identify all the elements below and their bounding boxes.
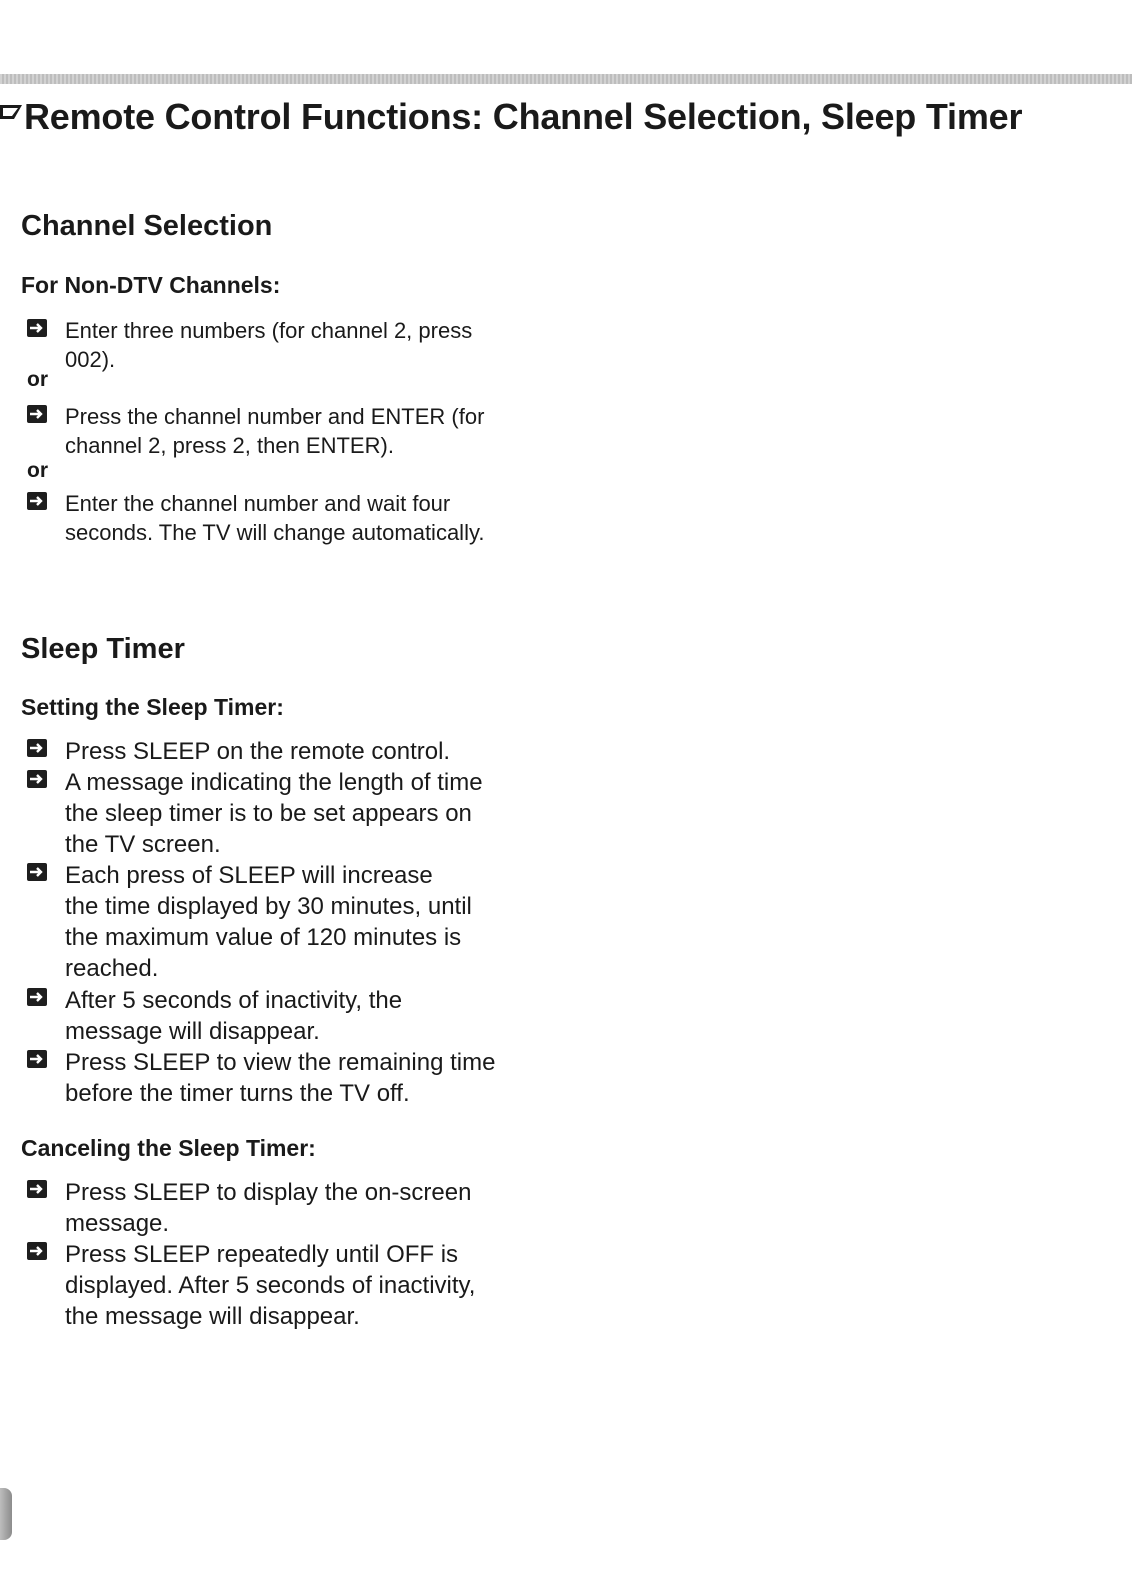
sleep-set-step-3 <box>27 860 547 984</box>
sleep-set-step-4-text: After 5 seconds of inactivity, the message will disappear. <box>65 987 403 1045</box>
sleep-set-step-5 <box>27 1047 547 1109</box>
arrow-bullet-icon <box>27 863 47 881</box>
canceling-sleep-timer-subheading: Canceling the Sleep Timer: <box>21 1135 316 1161</box>
channel-step-3-text: Enter the channel number and wait four seconds. The TV will change automatically. <box>65 491 485 545</box>
or-label-2: or <box>27 459 48 482</box>
arrow-bullet-icon <box>27 405 47 423</box>
sleep-set-step-1 <box>27 736 547 767</box>
sleep-cancel-step-1 <box>27 1177 547 1239</box>
page-header <box>0 94 1022 140</box>
sleep-timer-heading: Sleep Timer <box>21 633 185 665</box>
channel-step-1-text: Enter three numbers (for channel 2, press 002). <box>65 318 473 372</box>
non-dtv-subheading: For Non-DTV Channels: <box>21 272 281 298</box>
channel-selection-heading: Channel Selection <box>21 210 273 242</box>
sleep-cancel-step-2 <box>27 1239 547 1332</box>
sleep-set-step-2 <box>27 767 547 860</box>
arrow-bullet-icon <box>27 319 47 337</box>
title-flag-icon <box>0 97 22 137</box>
page-title: Remote Control Functions: Channel Selection, Sleep Timer <box>24 96 1023 137</box>
sleep-set-step-3-text: Each press of SLEEP will increase the time displayed by 30 minutes, until the maximum value of 120 minutes is reached. <box>65 862 472 982</box>
sleep-set-step-4 <box>27 985 547 1047</box>
channel-step-2-text: Press the channel number and ENTER (for channel 2, press 2, then ENTER). <box>65 404 485 458</box>
channel-step-2 <box>27 402 547 460</box>
arrow-bullet-icon <box>27 988 47 1006</box>
sleep-cancel-step-1-text: Press SLEEP to display the on-screen message. <box>65 1179 472 1237</box>
setting-sleep-timer-subheading: Setting the Sleep Timer: <box>21 694 284 720</box>
arrow-bullet-icon <box>27 1180 47 1198</box>
arrow-bullet-icon <box>27 770 47 788</box>
arrow-bullet-icon <box>27 739 47 757</box>
channel-step-1 <box>27 316 547 374</box>
or-label-1: or <box>27 368 48 391</box>
arrow-bullet-icon <box>27 492 47 510</box>
page-number-tab <box>0 1488 12 1540</box>
channel-step-3 <box>27 489 547 547</box>
sleep-set-step-1-text: Press SLEEP on the remote control. <box>65 738 451 765</box>
sleep-cancel-step-2-text: Press SLEEP repeatedly until OFF is displayed. After 5 seconds of inactivity, the message will disappear. <box>65 1241 476 1330</box>
sleep-set-step-5-text: Press SLEEP to view the remaining time before the timer turns the TV off. <box>65 1049 496 1107</box>
sleep-set-step-2-text: A message indicating the length of time the sleep timer is to be set appears on the TV screen. <box>65 769 483 858</box>
arrow-bullet-icon <box>27 1242 47 1260</box>
arrow-bullet-icon <box>27 1050 47 1068</box>
header-rule <box>0 74 1132 84</box>
